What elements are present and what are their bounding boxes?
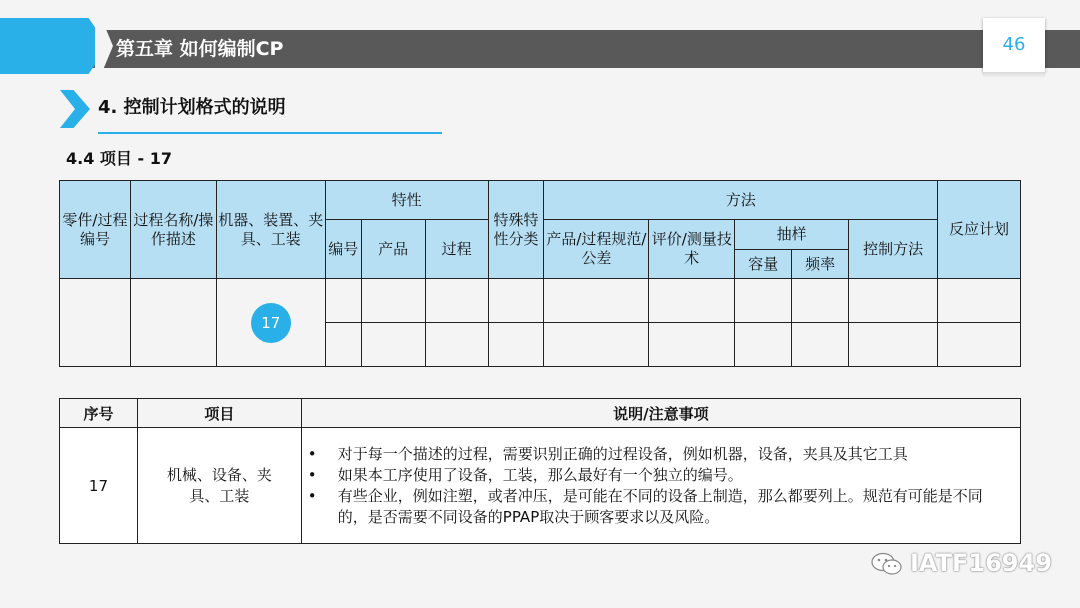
table-cell	[649, 323, 735, 367]
header-evaluation: 评价/测量技术	[649, 220, 735, 279]
header-control-method: 控制方法	[849, 220, 938, 279]
header-reaction-plan: 反应计划	[938, 181, 1021, 279]
header-special-class: 特殊特性分类	[488, 181, 544, 279]
header-product: 产品	[361, 220, 425, 279]
bullet-icon: •	[307, 444, 317, 463]
list-item	[307, 444, 1004, 465]
bullet-text: 对于每一个描述的过程，需要识别正确的过程设备，例如机器，设备，夹具及其它工具	[337, 444, 908, 463]
header-sample-size: 容量	[735, 250, 792, 279]
section-underline	[98, 132, 442, 134]
table-cell	[488, 279, 544, 323]
table-cell	[792, 279, 849, 323]
table-cell	[325, 279, 361, 323]
header-process-name: 过程名称/操作描述	[130, 181, 216, 279]
chevron-icon	[60, 90, 90, 128]
header-spec-tolerance: 产品/过程规范/公差	[544, 220, 649, 279]
control-plan-table	[59, 180, 1021, 367]
list-item	[307, 465, 1004, 486]
table-cell	[938, 279, 1021, 323]
description-table	[59, 398, 1021, 544]
header-machine: 机器、装置、夹具、工装	[216, 181, 325, 279]
header-number: 序号	[60, 399, 138, 428]
section-title: 4. 控制计划格式的说明	[98, 97, 286, 118]
table-cell	[792, 323, 849, 367]
table-cell	[735, 279, 792, 323]
page-number-box	[983, 18, 1045, 72]
table-cell	[849, 323, 938, 367]
title-accent-shape	[0, 18, 108, 74]
wechat-icon	[870, 552, 904, 576]
table-cell	[361, 323, 425, 367]
header-description: 说明/注意事项	[301, 399, 1020, 428]
machine-cell	[216, 279, 325, 367]
bullet-text: 如果本工序使用了设备，工装，那么最好有一个独立的编号。	[337, 465, 743, 484]
table-cell	[938, 323, 1021, 367]
table-cell	[544, 279, 649, 323]
header-process: 过程	[425, 220, 488, 279]
chapter-title: 第五章 如何编制CP	[116, 38, 284, 60]
header-characteristics: 特性	[325, 181, 488, 220]
table-cell	[425, 323, 488, 367]
bullet-icon: •	[307, 465, 317, 484]
page-number: 46	[1002, 34, 1026, 55]
list-item	[307, 486, 1004, 528]
watermark	[870, 548, 1052, 578]
table-cell	[488, 323, 544, 367]
header-sample-frequency: 频率	[792, 250, 849, 279]
row-item: 机械、设备、夹具、工装	[137, 428, 301, 544]
description-list	[302, 440, 1020, 532]
row-description	[301, 428, 1020, 544]
header-item: 项目	[137, 399, 301, 428]
table-cell	[425, 279, 488, 323]
row-number: 17	[60, 428, 138, 544]
bullet-text: 有些企业，例如注塑，或者冲压，是可能在不同的设备上制造，那么都要列上。规范有可能是不同的，是否需要不同设备的PPAP取决于顾客要求以及风险。	[337, 486, 983, 526]
header-methods: 方法	[544, 181, 938, 220]
bullet-icon: •	[307, 486, 317, 505]
table-cell	[649, 279, 735, 323]
item-marker-17: 17	[251, 303, 291, 343]
watermark-text: IATF16949	[910, 549, 1052, 577]
header-sample: 抽样	[735, 220, 849, 250]
table-cell	[849, 279, 938, 323]
table-cell	[735, 323, 792, 367]
table-cell	[361, 279, 425, 323]
header-char-number: 编号	[325, 220, 361, 279]
table-cell	[130, 279, 216, 367]
sub-title: 4.4 项目 - 17	[66, 149, 172, 168]
table-cell	[544, 323, 649, 367]
header-part-number: 零件/过程编号	[60, 181, 131, 279]
table-cell	[325, 323, 361, 367]
table-cell	[60, 279, 131, 367]
